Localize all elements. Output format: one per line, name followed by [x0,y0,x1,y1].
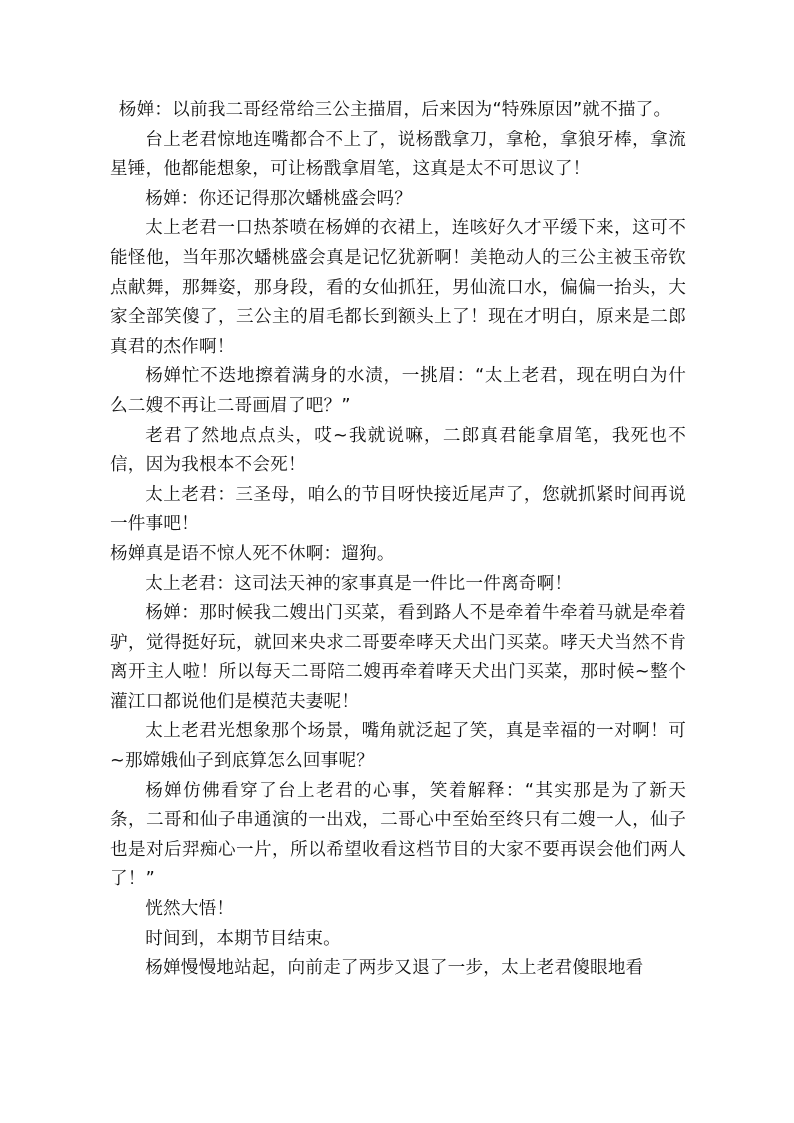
paragraph: 台上老君惊地连嘴都合不上了，说杨戬拿刀，拿枪，拿狼牙棒，拿流星锤，他都能想象，可让杨戬拿眉笔，这真是太不可思议了！ [110,129,686,180]
paragraph: 太上老君一口热茶喷在杨婵的衣裙上，连咳好久才平缓下来，这可不能怪他，当年那次蟠桃盛会真是记忆犹新啊！美艳动人的三公主被玉帝钦点献舞，那舞姿，那身段，看的女仙抓狂，男仙流口水，偏偏一抬头，大家全部笑傻了，三公主的眉毛都长到额头上了！现在才明白，原来是二郎真君的杰作啊！ [110,218,686,357]
document-page [110,96,686,984]
paragraph: 杨婵：你还记得那次蟠桃盛会吗？ [145,188,413,209]
paragraph: 太上老君：这司法天神的家事真是一件比一件离奇啊！ [145,573,573,594]
paragraph: 时间到，本期节目结束。 [145,928,341,949]
paragraph: 杨婵忙不迭地擦着满身的水渍，一挑眉：“太上老君，现在明白为什么二嫂不再让二哥画眉了吧？” [110,366,686,416]
paragraph: 杨婵真是语不惊人死不休啊：遛狗。 [110,543,395,564]
paragraph: 杨婵：以前我二哥经常给三公主描眉，后来因为“特殊原因”就不描了。 [118,100,672,120]
paragraph: 杨婵仿佛看穿了台上老君的心事，笑着解释：“其实那是为了新天条，二哥和仙子串通演的一出戏，二哥心中至始至终只有二嫂一人，仙子也是对后羿痴心一片，所以希望收看这档节目的大家不要再误会他们两人了！” [110,780,686,890]
paragraph: 恍然大悟！ [145,899,235,920]
paragraph: 太上老君光想象那个场景，嘴角就泛起了笑，真是幸福的一对啊！可~那嫦娥仙子到底算怎么回事呢？ [110,721,686,772]
paragraph: 老君了然地点点头，哎~我就说嘛，二郎真君能拿眉笔，我死也不信，因为我根本不会死！ [110,425,686,476]
paragraph: 杨婵慢慢地站起，向前走了两步又退了一步，太上老君傻眼地看 [145,958,644,979]
paragraph: 杨婵：那时候我二嫂出门买菜，看到路人不是牵着牛牵着马就是牵着驴，觉得挺好玩，就回来央求二哥要牵哮天犬出门买菜。哮天犬当然不肯离开主人啦！所以每天二哥陪二嫂再牵着哮天犬出门买菜，那时候~整个灌江口都说他们是模范夫妻呢！ [110,603,686,712]
paragraph: 太上老君：三圣母，咱么的节目呀快接近尾声了，您就抓紧时间再说一件事吧！ [110,484,686,535]
